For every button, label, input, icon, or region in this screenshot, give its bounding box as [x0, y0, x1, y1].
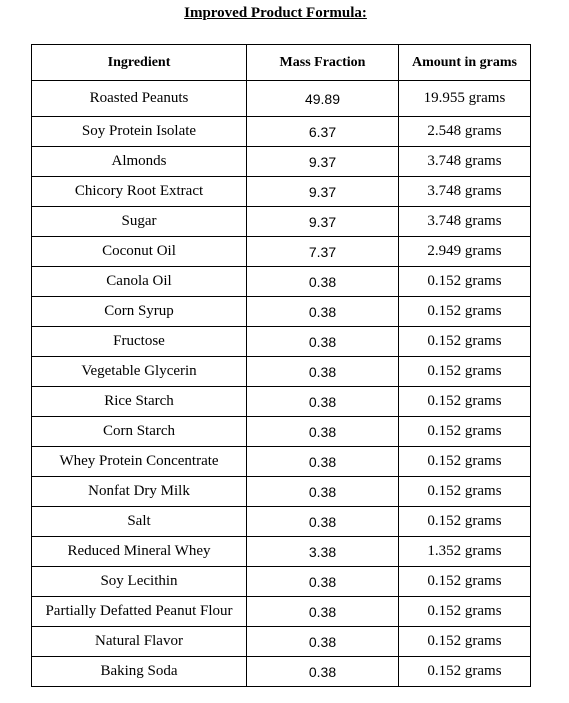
table-row — [32, 327, 531, 357]
ingredient-cell: Vegetable Glycerin — [32, 357, 247, 387]
amount-cell: 0.152 grams — [399, 297, 531, 327]
table-row — [32, 537, 531, 567]
mass-fraction-cell: 6.37 — [247, 117, 399, 147]
table-row — [32, 237, 531, 267]
table-row — [32, 657, 531, 687]
header-mass-fraction: Mass Fraction — [247, 45, 399, 81]
mass-fraction-cell: 0.38 — [247, 627, 399, 657]
mass-fraction-cell: 0.38 — [247, 447, 399, 477]
table-row — [32, 447, 531, 477]
ingredient-cell: Whey Protein Concentrate — [32, 447, 247, 477]
mass-fraction-cell: 49.89 — [247, 81, 399, 117]
amount-cell: 0.152 grams — [399, 507, 531, 537]
table-header-row — [32, 45, 531, 81]
ingredient-cell: Baking Soda — [32, 657, 247, 687]
mass-fraction-cell: 0.38 — [247, 477, 399, 507]
amount-cell: 3.748 grams — [399, 147, 531, 177]
mass-fraction-cell: 0.38 — [247, 507, 399, 537]
amount-cell: 0.152 grams — [399, 327, 531, 357]
ingredient-cell: Soy Protein Isolate — [32, 117, 247, 147]
amount-cell: 0.152 grams — [399, 357, 531, 387]
ingredient-cell: Chicory Root Extract — [32, 177, 247, 207]
amount-cell: 0.152 grams — [399, 567, 531, 597]
amount-cell: 0.152 grams — [399, 267, 531, 297]
formula-table — [31, 44, 531, 687]
table-row — [32, 477, 531, 507]
ingredient-cell: Salt — [32, 507, 247, 537]
table-body — [32, 81, 531, 687]
table-row — [32, 81, 531, 117]
mass-fraction-cell: 0.38 — [247, 267, 399, 297]
mass-fraction-cell: 9.37 — [247, 147, 399, 177]
mass-fraction-cell: 0.38 — [247, 417, 399, 447]
amount-cell: 2.548 grams — [399, 117, 531, 147]
mass-fraction-cell: 7.37 — [247, 237, 399, 267]
mass-fraction-cell: 0.38 — [247, 597, 399, 627]
mass-fraction-cell: 0.38 — [247, 357, 399, 387]
mass-fraction-cell: 0.38 — [247, 567, 399, 597]
mass-fraction-cell: 9.37 — [247, 177, 399, 207]
amount-cell: 1.352 grams — [399, 537, 531, 567]
table-row — [32, 627, 531, 657]
ingredient-cell: Fructose — [32, 327, 247, 357]
ingredient-cell: Corn Starch — [32, 417, 247, 447]
ingredient-cell: Coconut Oil — [32, 237, 247, 267]
table-row — [32, 357, 531, 387]
mass-fraction-cell: 9.37 — [247, 207, 399, 237]
ingredient-cell: Sugar — [32, 207, 247, 237]
mass-fraction-cell: 0.38 — [247, 657, 399, 687]
amount-cell: 0.152 grams — [399, 447, 531, 477]
table-row — [32, 597, 531, 627]
ingredient-cell: Partially Defatted Peanut Flour — [32, 597, 247, 627]
ingredient-cell: Nonfat Dry Milk — [32, 477, 247, 507]
page-title: Improved Product Formula: — [184, 5, 367, 21]
amount-cell: 0.152 grams — [399, 387, 531, 417]
table-row — [32, 417, 531, 447]
header-ingredient: Ingredient — [32, 45, 247, 81]
table-row — [32, 147, 531, 177]
amount-cell: 0.152 grams — [399, 417, 531, 447]
ingredient-cell: Canola Oil — [32, 267, 247, 297]
amount-cell: 3.748 grams — [399, 207, 531, 237]
mass-fraction-cell: 0.38 — [247, 327, 399, 357]
header-amount: Amount in grams — [399, 45, 531, 81]
amount-cell: 0.152 grams — [399, 627, 531, 657]
table-row — [32, 117, 531, 147]
amount-cell: 2.949 grams — [399, 237, 531, 267]
table-row — [32, 567, 531, 597]
ingredient-cell: Reduced Mineral Whey — [32, 537, 247, 567]
mass-fraction-cell: 0.38 — [247, 387, 399, 417]
ingredient-cell: Soy Lecithin — [32, 567, 247, 597]
amount-cell: 0.152 grams — [399, 477, 531, 507]
amount-cell: 0.152 grams — [399, 657, 531, 687]
amount-cell: 19.955 grams — [399, 81, 531, 117]
table-row — [32, 267, 531, 297]
amount-cell: 0.152 grams — [399, 597, 531, 627]
table-row — [32, 207, 531, 237]
table-row — [32, 177, 531, 207]
table-row — [32, 297, 531, 327]
mass-fraction-cell: 3.38 — [247, 537, 399, 567]
ingredient-cell: Corn Syrup — [32, 297, 247, 327]
ingredient-cell: Roasted Peanuts — [32, 81, 247, 117]
table-row — [32, 507, 531, 537]
ingredient-cell: Rice Starch — [32, 387, 247, 417]
amount-cell: 3.748 grams — [399, 177, 531, 207]
ingredient-cell: Almonds — [32, 147, 247, 177]
table-row — [32, 387, 531, 417]
ingredient-cell: Natural Flavor — [32, 627, 247, 657]
mass-fraction-cell: 0.38 — [247, 297, 399, 327]
